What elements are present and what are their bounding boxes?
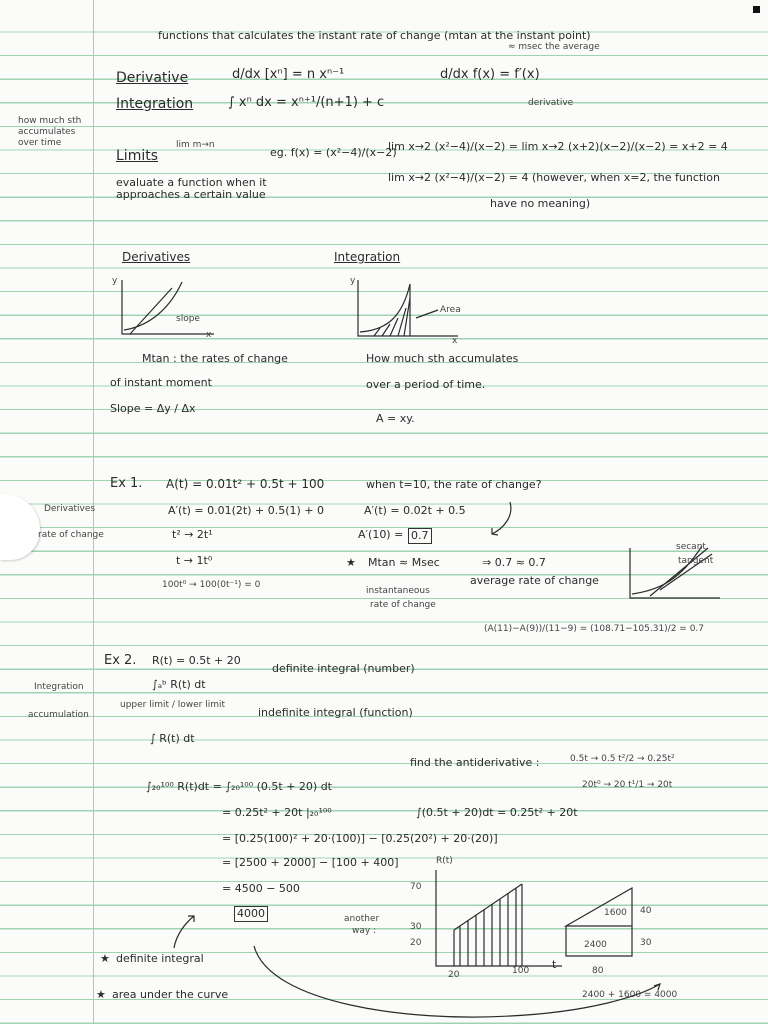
ex2-sum: 2400 + 1600 = 4000 <box>582 990 678 1000</box>
ex2-rectangle-2400: 2400 <box>584 940 607 950</box>
ex1-derivative-simplified: A′(t) = 0.02t + 0.5 <box>364 504 466 517</box>
arrow-to-result <box>170 912 200 952</box>
ex1-function: A(t) = 0.01t² + 0.5t + 100 <box>166 477 325 491</box>
top-note-sub: ≈ msec the average <box>508 42 600 52</box>
limit-line-2: lim x→2 (x²−4)/(x−2) = 4 (however, when x=2, the function <box>388 171 720 184</box>
ex2-graph-rt-label: R(t) <box>436 856 453 866</box>
ex2-step-5: = 4500 − 500 <box>222 882 300 895</box>
ex1-a-prime-10: A′(10) = <box>358 528 404 541</box>
ex1-star: ★ <box>346 556 356 569</box>
limits-notation: lim m→n <box>176 140 215 150</box>
derivative-label: Derivative <box>116 70 189 86</box>
ex2-margin-accumulation: accumulation <box>28 710 89 720</box>
ex2-triangle-1600: 1600 <box>604 908 627 918</box>
limits-desc-2: approaches a certain value <box>116 188 266 201</box>
integration-label: Integration <box>116 96 194 112</box>
ex2-y-70: 70 <box>410 882 422 892</box>
integration-formula: ∫ xⁿ dx = xⁿ⁺¹/(n+1) + c <box>228 95 385 110</box>
graph-derivatives-title: Derivatives <box>122 250 191 264</box>
ex2-step-4: = [2500 + 2000] − [100 + 400] <box>222 856 399 869</box>
ex1-question: when t=10, the rate of change? <box>366 478 542 491</box>
ex2-side-30: 30 <box>640 938 652 948</box>
top-note: functions that calculates the instant rate of change (mtan at the instant point) <box>158 29 591 42</box>
star-area-under-curve: area under the curve <box>112 988 229 1001</box>
ex2-y-30: 30 <box>410 922 422 932</box>
ex1-tangent-label: tangent <box>678 556 714 566</box>
limits-label: Limits <box>116 148 158 164</box>
limit-line-1: lim x→2 (x²−4)/(x−2) = lim x→2 (x+2)(x−2)/(x−2) = x+2 = 4 <box>388 140 728 153</box>
derivative-graph-y-axis: y <box>112 276 118 286</box>
limits-desc-1: evaluate a function when it <box>116 176 267 189</box>
ex2-step-3: = [0.25(100)² + 20·(100)] − [0.25(20²) + 20·(20)] <box>222 832 498 845</box>
bottom-curve-arrow <box>250 944 670 1024</box>
mtan-description-2: of instant moment <box>110 376 212 389</box>
integration-graph-x-axis: x <box>452 336 458 346</box>
ex1-approx: ⇒ 0.7 ≈ 0.7 <box>482 556 546 569</box>
margin-accumulate-note: how much sth accumulates over time <box>18 116 82 148</box>
ex2-t-axis: t <box>552 958 557 971</box>
derivative-fx: d/dx f(x) = f′(x) <box>440 67 540 82</box>
ex1-margin-derivatives: Derivatives <box>44 504 96 514</box>
ex2-x-100: 100 <box>512 966 530 976</box>
ex2-antiderivative-1: 0.5t → 0.5 t²/2 → 0.25t² <box>570 754 675 764</box>
ex2-result-box: 4000 <box>234 906 268 922</box>
ex1-rule-1: t² → 2t¹ <box>172 528 213 541</box>
star-area-icon: ★ <box>96 988 106 1001</box>
ex1-curve-arrow <box>488 500 518 540</box>
ex1-average-rate: average rate of change <box>470 574 599 587</box>
ex2-antiderivative-label: find the antiderivative : <box>410 756 540 769</box>
accumulation-description: How much sth accumulates <box>366 352 519 365</box>
ex2-definite-integral: ∫ₐᵇ R(t) dt <box>152 678 206 691</box>
ex2-bottom-80: 80 <box>592 966 604 976</box>
derivative-arrow-label: derivative <box>528 98 574 108</box>
ex2-side-40: 40 <box>640 906 652 916</box>
star-definite-icon: ★ <box>100 952 110 965</box>
torn-paper-edge <box>0 494 40 560</box>
ex1-secant-label: secant <box>676 542 706 552</box>
slope-formula: Slope = Δy / Δx <box>110 402 196 415</box>
ex1-secant-sketch <box>620 540 730 604</box>
derivative-formula: d/dx [xⁿ] = n xⁿ⁻¹ <box>232 67 345 82</box>
ex2-step-2: = 0.25t² + 20t |₂₀¹⁰⁰ <box>222 806 332 819</box>
ex2-function: R(t) = 0.5t + 20 <box>152 654 241 667</box>
ex2-definite-label: definite integral (number) <box>272 662 415 675</box>
ex1-derivative: A′(t) = 0.01(2t) + 0.5(1) + 0 <box>168 504 325 517</box>
ex2-another: another <box>344 914 380 924</box>
area-formula: A = xy. <box>376 412 415 425</box>
ex1-rule-3: 100t⁰ → 100(0t⁻¹) = 0 <box>162 580 261 590</box>
ex1-instantaneous: instantaneous <box>366 586 430 596</box>
ex2-antiderivative-2: 20t⁰ → 20 t¹/1 → 20t <box>582 780 673 790</box>
ex2-indefinite-label: indefinite integral (function) <box>258 706 413 719</box>
ex1-instantaneous-rate: rate of change <box>370 600 436 610</box>
ex1-title: Ex 1. <box>110 476 143 491</box>
ex1-rule-2: t → 1t⁰ <box>176 554 213 567</box>
ex1-mtan-msec: Mtan ≈ Msec <box>368 556 440 569</box>
ex2-indefinite-integral: ∫ R(t) dt <box>150 732 195 745</box>
ex2-limits-note: upper limit / lower limit <box>120 700 226 710</box>
integration-graph-area-label: Area <box>440 305 461 315</box>
scan-corner-mark <box>753 6 760 13</box>
ex1-answer-box: 0.7 <box>408 528 432 544</box>
derivative-graph-slope-label: slope <box>176 314 200 324</box>
integration-graph-y-axis: y <box>350 276 356 286</box>
mtan-description: Mtan : the rates of change <box>142 352 288 365</box>
star-definite-integral: definite integral <box>116 952 204 965</box>
graph-integration-title: Integration <box>334 250 401 264</box>
ex2-title: Ex 2. <box>104 653 137 668</box>
derivative-graph-sketch <box>110 278 220 342</box>
limit-line-3: have no meaning) <box>490 197 591 210</box>
ex1-calculation: (A(11)−A(9))/(11−9) = (108.71−105.31)/2 = 0.7 <box>484 624 705 634</box>
ex2-step-1: ∫₂₀¹⁰⁰ R(t)dt = ∫₂₀¹⁰⁰ (0.5t + 20) dt <box>146 780 332 793</box>
ex2-way: way : <box>352 926 377 936</box>
ex2-indefinite-result: ∫(0.5t + 20)dt = 0.25t² + 20t <box>416 806 578 819</box>
ex2-x-20: 20 <box>448 970 460 980</box>
derivative-graph-x-axis: x <box>206 330 212 340</box>
accumulation-description-2: over a period of time. <box>366 378 486 391</box>
ex1-margin-rate: rate of change <box>38 530 104 540</box>
ex2-margin-integration: Integration <box>34 682 84 692</box>
limits-example: eg. f(x) = (x²−4)/(x−2) <box>270 146 397 159</box>
ex2-y-20: 20 <box>410 938 422 948</box>
